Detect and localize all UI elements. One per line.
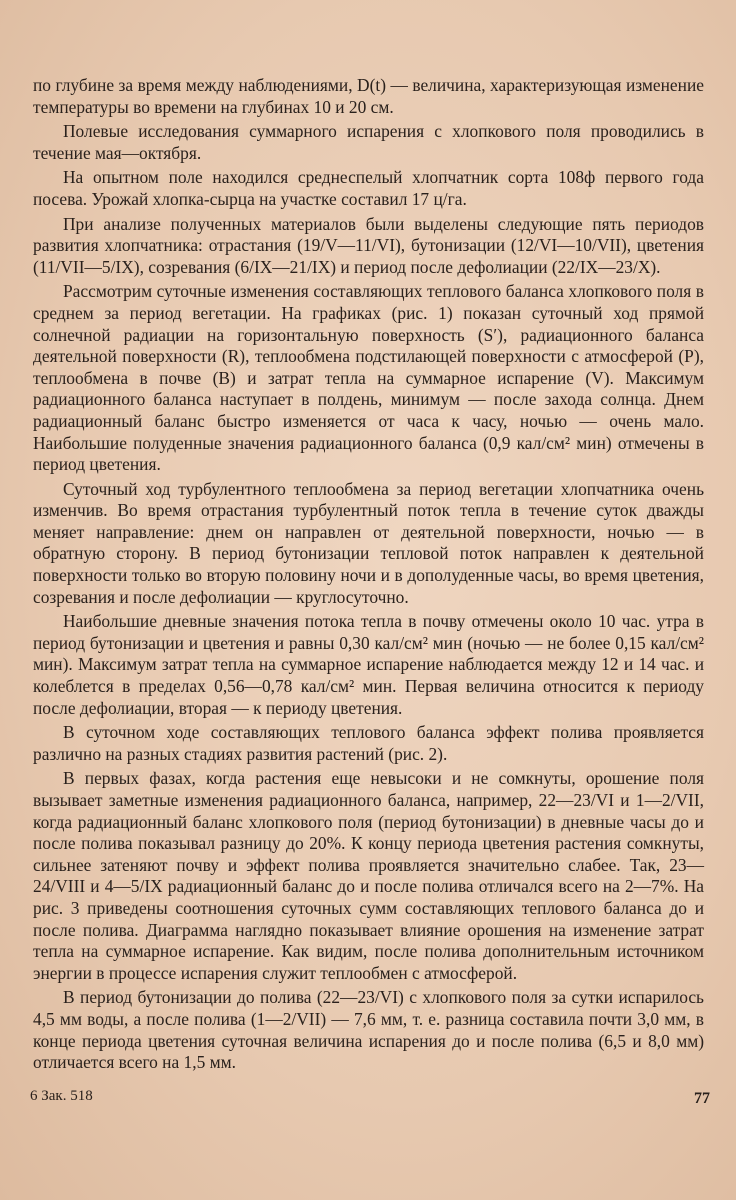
paragraph: На опытном поле находился среднеспелый хлопчатник сорта 108ф первого года посева. Урожай хлопка-сырца на участке составил 17 ц/га. xyxy=(33,167,704,209)
body-text xyxy=(33,75,704,1077)
paragraph: В суточном ходе составляющих теплового баланса эффект полива проявляется различно на разных стадиях развития растений (рис. 2). xyxy=(33,722,704,764)
page-footer xyxy=(30,1088,710,1112)
paragraph: Суточный ход турбулентного теплообмена за период вегетации хлопчатника очень изменчив. Во время отрастания турбулентный поток тепла в течение суток дважды меняет направление: днем он направлен от деятельной поверхности, ночью — в обратную сторону. В период бутонизации тепловой поток направлен к деятельной поверхности только во вторую половину ночи и в дополуденные часы, во время цветения, созревания и после дефолиации — круглосуточно. xyxy=(33,478,704,607)
printer-signature: 6 Зак. 518 xyxy=(30,1088,93,1104)
paragraph: Полевые исследования суммарного испарения с хлопкового поля проводились в течение мая—октября. xyxy=(33,121,704,163)
page-number: 77 xyxy=(694,1090,710,1107)
paragraph: При анализе полученных материалов были выделены следующие пять периодов развития хлопчатника: отрастания (19/V—11/VI), бутонизации (12/VI—10/VII), цветения (11/VII—5/IX), созревания (6/IX—21/IX) и период после дефолиации (22/IX—23/X). xyxy=(33,213,704,277)
paragraph: В первых фазах, когда растения еще невысоки и не сомкнуты, орошение поля вызывает заметные изменения радиационного баланса, например, 22—23/VI и 1—2/VII, когда радиационный баланс хлопкового поля (период бутонизации) в дневные часы до и после полива показывал разницу до 20%. К концу периода цветения растения сомкнуты, сильнее затеняют почву и эффект полива проявляется значительно слабее. Так, 23—24/VIII и 4—5/IX радиационный баланс до и после полива отличался всего на 2—7%. На рис. 3 приведены соотношения суточных сумм составляющих теплового баланса до и после полива. Диаграмма наглядно показывает влияние орошения на изменение затрат тепла на суммарное испарение. Как видим, после полива дополнительным источником энергии в процессе испарения служит теплообмен с атмосферой. xyxy=(33,768,704,983)
paragraph: Наибольшие дневные значения потока тепла в почву отмечены около 10 час. утра в период бутонизации и цветения и равны 0,30 кал/см² мин (ночью — не более 0,15 кал/см² мин). Максимум затрат тепла на суммарное испарение наблюдается между 12 и 14 час. и колеблется в пределах 0,56—0,78 кал/см² мин. Первая величина относится к периоду после дефолиации, вторая — к периоду цветения. xyxy=(33,611,704,718)
paragraph: по глубине за время между наблюдениями, D(t) — величина, характеризующая изменение температуры во времени на глубинах 10 и 20 см. xyxy=(33,75,704,117)
paragraph: В период бутонизации до полива (22—23/VI) с хлопкового поля за сутки испарилось 4,5 мм воды, а после полива (1—2/VII) — 7,6 мм, т. е. разница составила почти 3,0 мм, в конце периода цветения суточная величина испарения до и после полива (6,5 и 8,0 мм) отличается всего на 1,5 мм. xyxy=(33,987,704,1073)
paragraph: Рассмотрим суточные изменения составляющих теплового баланса хлопкового поля в среднем за период вегетации. На графиках (рис. 1) показан суточный ход прямой солнечной радиации на горизонтальную поверхность (S′), радиационного баланса деятельной поверхности (R), теплообмена подстилающей поверхности с атмосферой (P), теплообмена в почве (B) и затрат тепла на суммарное испарение (V). Максимум радиационного баланса наступает в полдень, минимум — после захода солнца. Днем радиационный баланс быстро изменяется от часа к часу, ночью — очень мало. Наибольшие полуденные значения радиационного баланса (0,9 кал/см² мин) отмечены в период цветения. xyxy=(33,281,704,475)
